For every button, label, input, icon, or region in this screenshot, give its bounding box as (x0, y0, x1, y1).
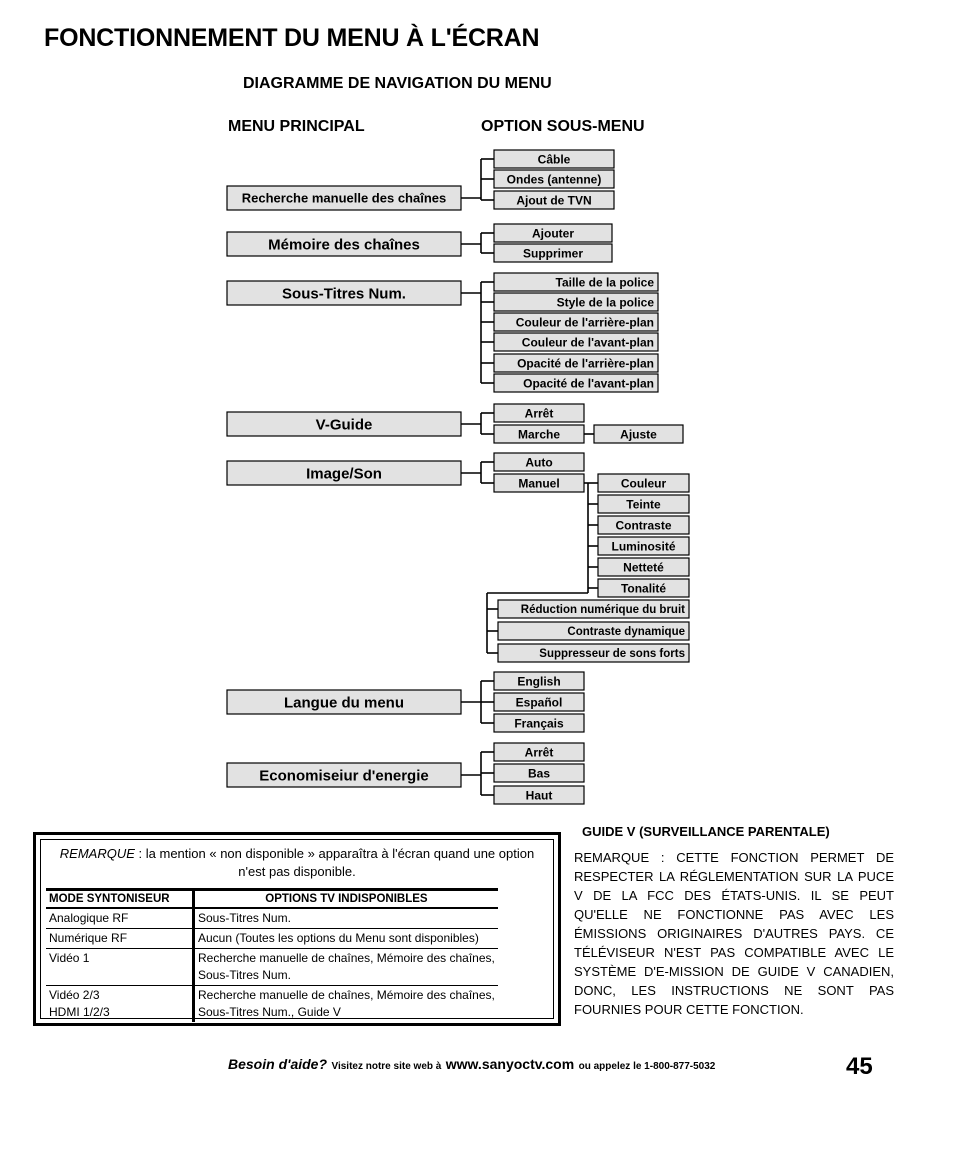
submenu-box (494, 374, 658, 392)
submenu-box (494, 170, 614, 188)
phone-text: ou appelez le 1-800-877-5032 (578, 1061, 716, 1072)
menu-box-label: Recherche manuelle des chaînes (241, 190, 447, 206)
main-menu-box (227, 690, 461, 714)
menu-box-label: Mémoire des chaînes (268, 236, 420, 254)
tuner-mode-cell: Vidéo 1 (46, 949, 194, 986)
third-level-box (594, 425, 683, 443)
menu-box-label: Contraste (615, 518, 672, 533)
submenu-box (494, 244, 612, 262)
menu-box-label: Teinte (626, 497, 661, 512)
submenu-box (494, 764, 584, 782)
menu-box-label: Image/Son (306, 465, 382, 483)
tuner-mode-cell: Numérique RF (46, 929, 194, 949)
third-level-box (598, 495, 689, 513)
menu-box-label: Haut (525, 788, 553, 803)
menu-box-label: Tonalité (620, 581, 667, 596)
submenu-box (494, 224, 612, 242)
third-level-box (598, 474, 689, 492)
submenu-box (494, 425, 584, 443)
main-menu-box (227, 281, 461, 305)
table-row (46, 949, 498, 986)
help-prompt: Besoin d'aide? (228, 1056, 328, 1072)
menu-box-label: Câble (537, 152, 571, 167)
submenu-box (494, 404, 584, 422)
unavailable-options-cell: Recherche manuelle de chaînes, Mémoire des chaînes, Sous-Titres Num. (194, 949, 498, 986)
submenu-box (494, 453, 584, 471)
menu-box-label: Style de la police (556, 295, 654, 310)
third-level-box (598, 516, 689, 534)
menu-box-label: Ajuste (620, 427, 657, 442)
website-link[interactable]: www.sanyoctv.com (445, 1056, 575, 1072)
submenu-box (494, 786, 584, 804)
menu-box-label: Taille de la police (555, 275, 654, 290)
submenu-box (494, 693, 584, 711)
menu-box-label: Arrêt (524, 406, 554, 421)
unavailable-options-cell: Recherche manuelle de chaînes, Mémoire des chaînes, Sous-Titres Num., Guide V (198, 988, 495, 1019)
menu-box-label: Langue du menu (284, 694, 404, 712)
col-header-options: OPTIONS TV INDISPONIBLES (194, 890, 498, 909)
menu-box-label: Manuel (518, 476, 560, 491)
menu-box-label: Suppresseur de sons forts (539, 648, 685, 661)
tuner-mode-cell: Analogique RF (46, 908, 194, 929)
main-menu-box (227, 186, 461, 210)
menu-box-label: V-Guide (315, 416, 373, 434)
main-menu-box (227, 232, 461, 256)
menu-box-label: Opacité de l'arrière-plan (517, 356, 654, 371)
footer-help-line (228, 1056, 715, 1074)
unavailable-options-cell: Sous-Titres Num. (194, 908, 498, 929)
page-title: FONCTIONNEMENT DU MENU À L'ÉCRAN (44, 24, 540, 52)
submenu-box (494, 150, 614, 168)
submenu-box (494, 191, 614, 209)
menu-box-label: Luminosité (611, 539, 676, 554)
submenu-box (494, 313, 658, 331)
menu-box-label: Opacité de l'avant-plan (523, 376, 654, 391)
menu-box-label: Sous-Titres Num. (282, 285, 406, 303)
diagram-title: DIAGRAMME DE NAVIGATION DU MENU (243, 75, 552, 92)
menu-box-label: Couleur (620, 476, 667, 491)
menu-box-label: Ondes (antenne) (506, 172, 602, 187)
menu-box-label: Ajout de TVN (516, 193, 592, 208)
guide-v-text: REMARQUE : CETTE FONCTION PERMET DE RESPECTER LA RÉGLEMENTATION SUR LA PUCE V DE LA FCC DES ÉTATS-UNIS. IL SE PEUT QU'ELLE NE FONCTIONNE PAS AVEC LES ÉMISSIONS ORIGINAIRES D'AUTRES PAYS. CE TÉLÉVISEUR N'EST PAS COMPATIBLE AVEC LE SYSTÈME D'E-MISSION DE GUIDE V CANADIEN, DONC, LES INSTRUCTIONS NE SONT PAS FOURNIES POUR CETTE FONCTION. (574, 850, 894, 1017)
visit-text: Visitez notre site web à (331, 1061, 442, 1072)
menu-box-label: Couleur de l'avant-plan (521, 335, 654, 350)
menu-box-label: Couleur de l'arrière-plan (515, 315, 654, 330)
tuner-mode-cell: Vidéo 2/3 HDMI 1/2/3 (46, 986, 194, 1023)
menu-box-label: Economiseiur d'energie (259, 767, 429, 785)
menu-box-label: Marche (517, 427, 561, 442)
col-header-mode: MODE SYNTONISEUR (46, 890, 194, 909)
submenu-box (494, 672, 584, 690)
unavailable-options-box (33, 832, 561, 1026)
menu-box-label: Supprimer (522, 246, 584, 261)
menu-box-label: Ajouter (532, 226, 574, 241)
submenu-heading: OPTION SOUS-MENU (481, 118, 645, 135)
menu-box-label: Netteté (623, 560, 664, 575)
table-row (46, 908, 498, 929)
third-level-box (598, 537, 689, 555)
table-row (46, 986, 498, 1023)
menu-box-label: Español (515, 695, 563, 710)
submenu-box (494, 333, 658, 351)
main-menu-box (227, 763, 461, 787)
submenu-box (498, 600, 689, 618)
menu-box-label: Contraste dynamique (567, 626, 685, 639)
unavailable-options-cell: Aucun (Toutes les options du Menu sont disponibles) (194, 929, 498, 949)
page-number: 45 (846, 1053, 873, 1080)
menu-box-label: Arrêt (524, 745, 554, 760)
menu-box-label: Bas (527, 766, 551, 781)
submenu-box (494, 273, 658, 291)
submenu-box (494, 714, 584, 732)
menu-box-label: Français (514, 716, 564, 731)
remark-note (41, 845, 553, 881)
remark-text: : la mention « non disponible » apparaîtra à l'écran quand une option n'est pas disponible. (134, 846, 535, 879)
guide-v-title: GUIDE V (SURVEILLANCE PARENTALE) (582, 824, 830, 839)
submenu-box (494, 293, 658, 311)
third-level-box (598, 558, 689, 576)
unavailable-options-table (46, 888, 498, 1022)
remark-label: REMARQUE (59, 846, 135, 861)
submenu-box (494, 354, 658, 372)
submenu-box (498, 622, 689, 640)
menu-box-label: Auto (525, 455, 553, 470)
table-row (46, 929, 498, 949)
main-menu-box (227, 461, 461, 485)
menu-box-label: Réduction numérique du bruit (520, 604, 685, 617)
submenu-box (494, 474, 584, 492)
main-menu-box (227, 412, 461, 436)
submenu-box (498, 644, 689, 662)
third-level-box (598, 579, 689, 597)
main-menu-heading: MENU PRINCIPAL (228, 118, 365, 135)
menu-box-label: English (517, 674, 561, 689)
submenu-box (494, 743, 584, 761)
